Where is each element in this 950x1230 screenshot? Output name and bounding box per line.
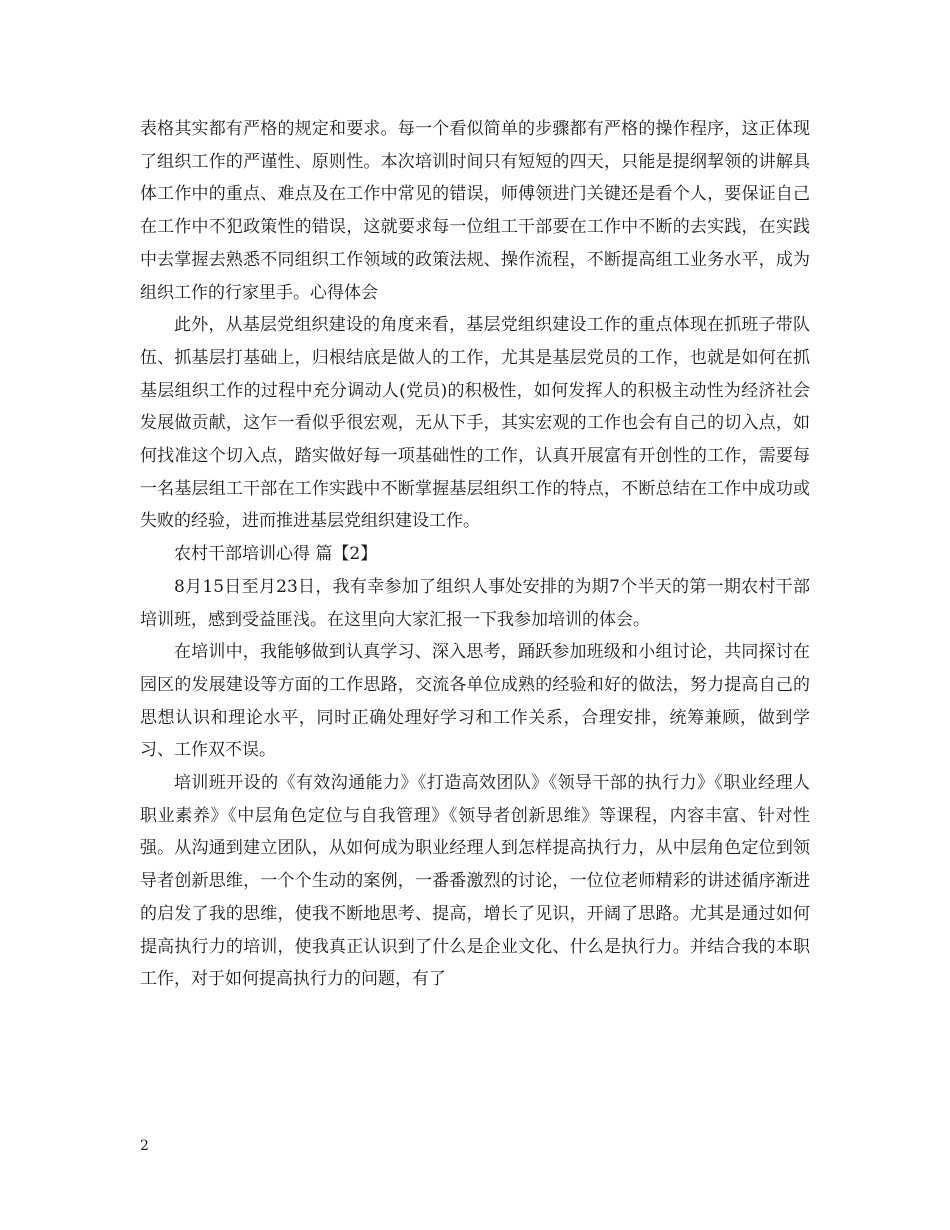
paragraph-3: 8月15日至月23日，我有幸参加了组织人事处安排的为期7个半天的第一期农村干部培训班，感到受益匪浅。在这里向大家汇报一下我参加培训的体会。 [140, 576, 810, 630]
page-number: 2 [140, 1138, 149, 1154]
paragraph-4: 在培训中，我能够做到认真学习、深入思考，踊跃参加班级和小组讨论，共同探讨在园区的发展建设等方面的工作思路，交流各单位成熟的经验和好的做法，努力提高自己的思想认识和理论水平，同时正确处理好学习和工作关系，合理安排，统筹兼顾，做到学习、工作双不误。 [140, 642, 810, 761]
paragraph-1: 表格其实都有严格的规定和要求。每一个看似简单的步骤都有严格的操作程序，这正体现了组织工作的严谨性、原则性。本次培训时间只有短短的四天，只能是提纲挈领的讲解具体工作中的重点、难点及在工作中常见的错误，师傅领进门关键还是看个人，要保证自己在工作中不犯政策性的错误，这就要求每一位组工干部要在工作中不断的去实践，在实践中去掌握去熟悉不同组织工作领域的政策法规、操作流程，不断提高组工业务水平，成为组织工作的行家里手。心得体会 [140, 119, 810, 303]
paragraph-5: 培训班开设的《有效沟通能力》《打造高效团队》《领导干部的执行力》《职业经理人职业素养》《中层角色定位与自我管理》《领导者创新思维》等课程，内容丰富、针对性强。从沟通到建立团队，从如何成为职业经理人到怎样提高执行力，从中层角色定位到领导者创新思维，一个个生动的案例，一番番激烈的讨论，一位位老师精彩的讲述循序渐进的启发了我的思维，使我不断地思考、提高，增长了见识，开阔了思路。尤其是通过如何提高执行力的培训，使我真正认识到了什么是企业文化、什么是执行力。并结合我的本职工作，对于如何提高执行力的问题，有了 [140, 773, 810, 990]
paragraph-2: 此外，从基层党组织建设的角度来看，基层党组织建设工作的重点体现在抓班子带队伍、抓基层打基础上，归根结底是做人的工作，尤其是基层党员的工作，也就是如何在抓基层组织工作的过程中充分调动人(党员)的积极性，如何发挥人的积极主动性为经济社会发展做贡献，这乍一看似乎很宏观，无从下手，其实宏观的工作也会有自己的切入点，如何找准这个切入点，踏实做好每一项基础性的工作，认真开展富有开创性的工作，需要每一名基层组工干部在工作实践中不断掌握基层组织工作的特点，不断总结在工作中成功或失败的经验，进而推进基层党组织建设工作。 [140, 315, 810, 532]
section-heading: 农村干部培训心得 篇【2】 [174, 544, 378, 565]
document-body [140, 113, 810, 996]
